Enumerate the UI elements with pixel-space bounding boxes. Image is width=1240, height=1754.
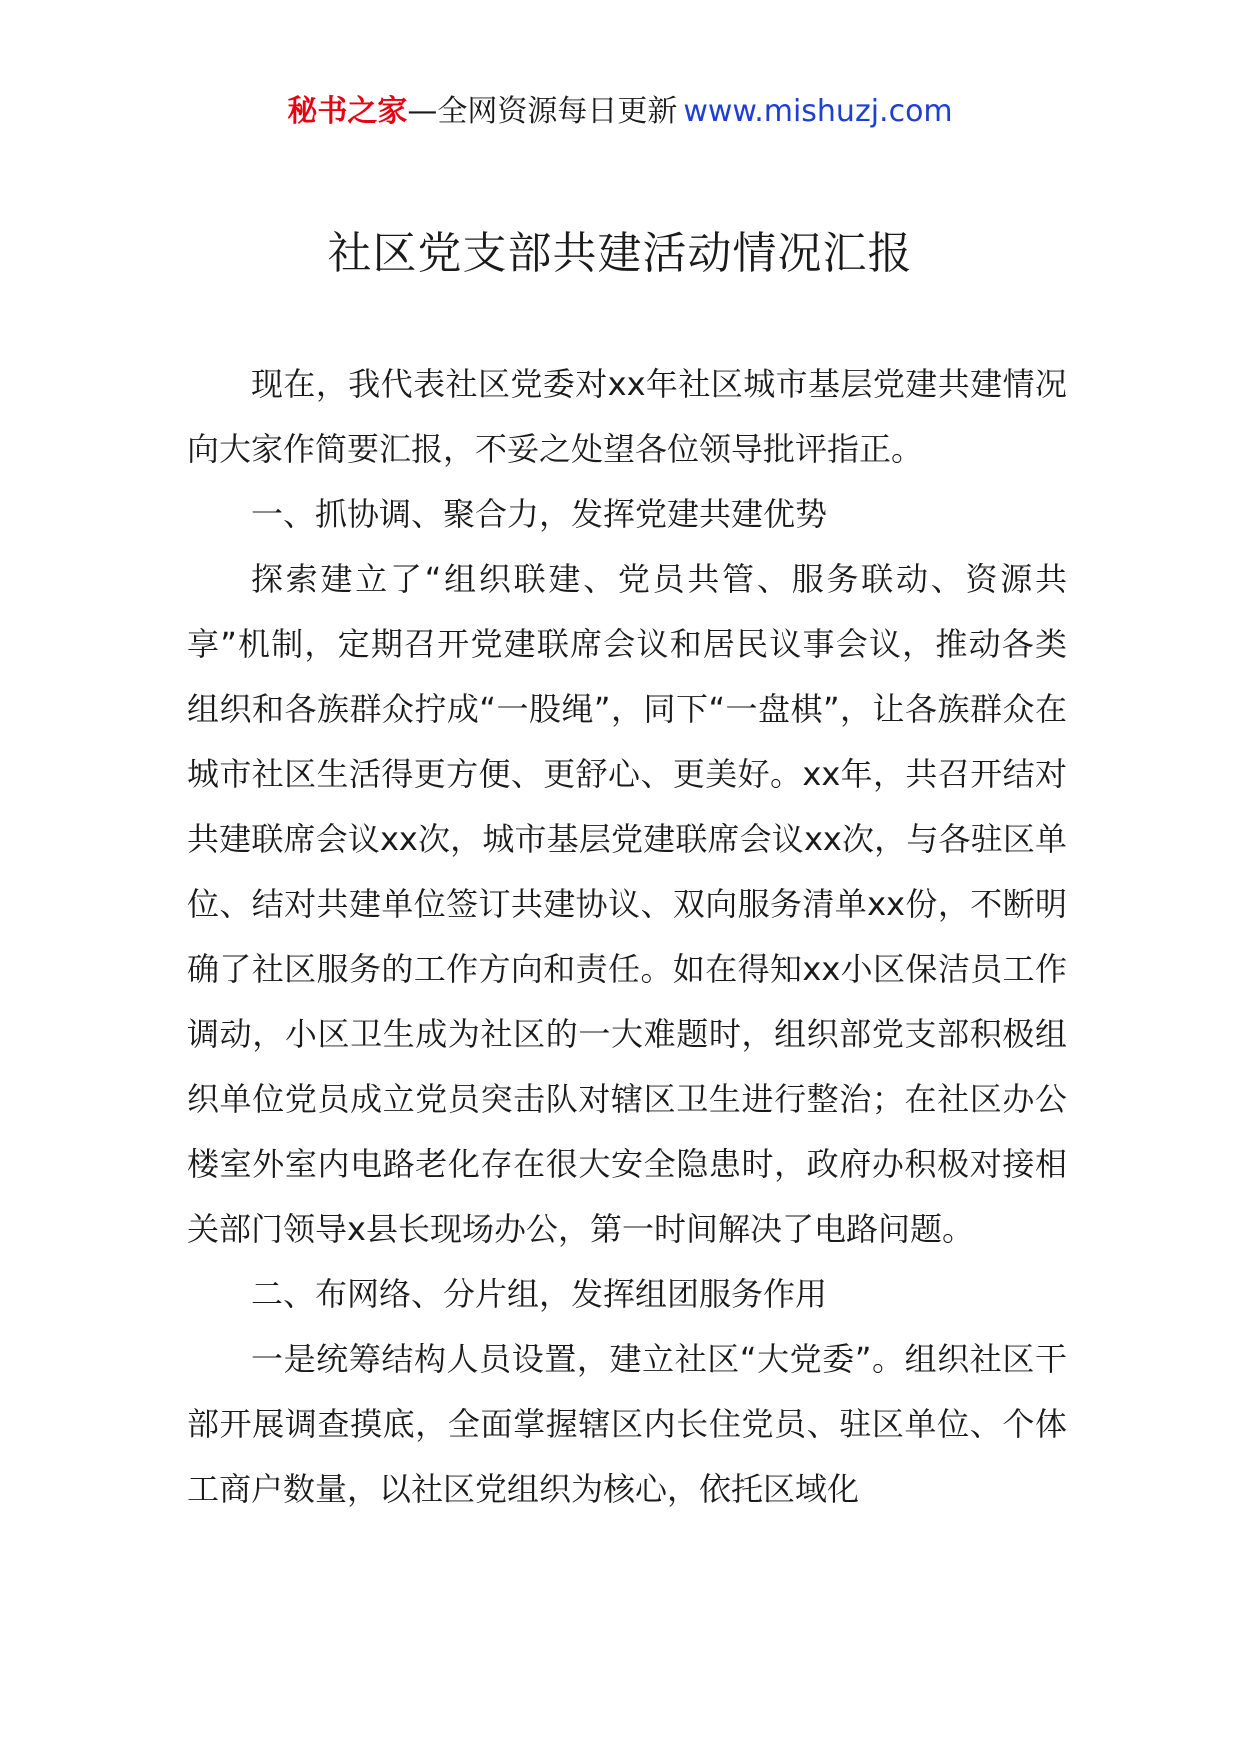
site-tagline: 全网资源每日更新 [437, 94, 678, 129]
intro-paragraph: 现在，我代表社区党委对xx年社区城市基层党建共建情况向大家作简要汇报，不妥之处望各位领导批评指正。 [187, 365, 1067, 468]
section-2-paragraph: 一是统筹结构人员设置，建立社区“大党委”。组织社区干部开展调查摸底，全面掌握辖区内长住党员、驻区单位、个体工商户数量，以社区党组织为核心，依托区域化 [187, 1340, 1067, 1508]
site-brand: 秘书之家 [287, 94, 408, 129]
section-heading-2: 二、布网络、分片组，发挥组团服务作用 [251, 1275, 828, 1313]
site-url-link[interactable]: www.mishuzj.com [683, 94, 953, 129]
site-header [0, 92, 1240, 132]
header-dash: — [407, 94, 438, 129]
section-1-paragraph: 探索建立了“组织联建、党员共管、服务联动、资源共享”机制，定期召开党建联席会议和居民议事会议，推动各类组织和各族群众拧成“一股绳”，同下“一盘棋”，让各族群众在城市社区生活得更方便、更舒心、更美好。xx年，共召开结对共建联席会议xx次，城市基层党建联席会议xx次，与各驻区单位、结对共建单位签订共建协议、双向服务清单xx份，不断明确了社区服务的工作方向和责任。如在得知xx小区保洁员工作调动，小区卫生成为社区的一大难题时，组织部党支部积极组织单位党员成立党员突击队对辖区卫生进行整治；在社区办公楼室外室内电路老化存在很大安全隐患时，政府办积极对接相关部门领导x县长现场办公，第一时间解决了电路问题。 [187, 560, 1067, 1248]
document-title: 社区党支部共建活动情况汇报 [327, 228, 913, 279]
document-body [187, 352, 1067, 1522]
section-heading-1: 一、抓协调、聚合力，发挥党建共建优势 [251, 495, 828, 533]
